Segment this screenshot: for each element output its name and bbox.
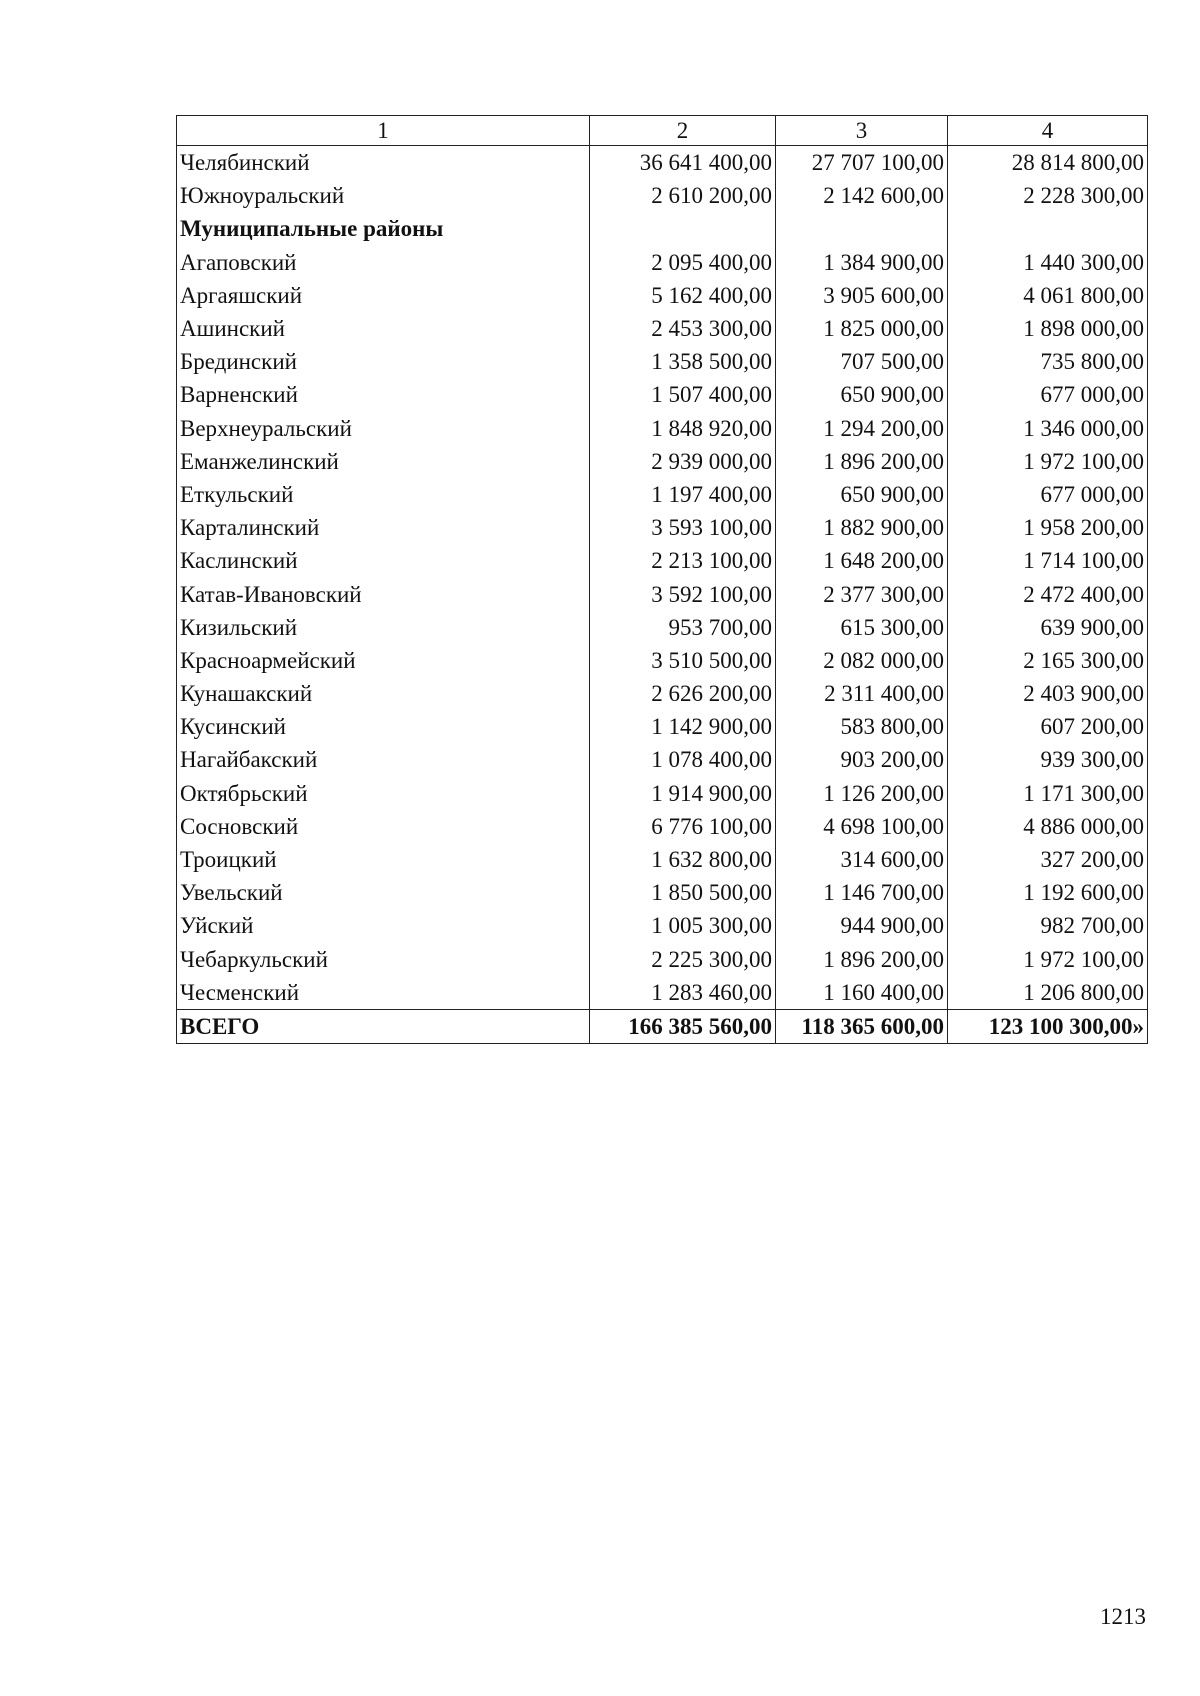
- budget-table: [176, 115, 1148, 1044]
- table-row: [177, 544, 1148, 577]
- column-4-cell: 123 100 300,00»: [948, 1009, 1148, 1043]
- column-4-cell: 607 200,00: [948, 710, 1148, 743]
- column-3-cell: 2 377 300,00: [776, 577, 948, 610]
- region-name-cell: Катав-Ивановский: [177, 577, 590, 610]
- column-4-cell: 1 206 800,00: [948, 976, 1148, 1010]
- region-name-cell: Карталинский: [177, 511, 590, 544]
- region-name-cell: Троицкий: [177, 843, 590, 876]
- column-2-cell: 36 641 400,00: [590, 146, 776, 180]
- column-2-cell: 2 095 400,00: [590, 246, 776, 279]
- column-3-cell: 1 160 400,00: [776, 976, 948, 1010]
- section-header-row: [177, 212, 1148, 245]
- column-2-cell: 1 358 500,00: [590, 345, 776, 378]
- column-3-cell: 2 082 000,00: [776, 644, 948, 677]
- column-2-cell: 1 848 920,00: [590, 412, 776, 445]
- table-row: [177, 312, 1148, 345]
- column-header: 2: [590, 116, 776, 146]
- column-4-cell: 2 472 400,00: [948, 577, 1148, 610]
- column-3-cell: 1 648 200,00: [776, 544, 948, 577]
- region-name-cell: Брединский: [177, 345, 590, 378]
- column-2-cell: 166 385 560,00: [590, 1009, 776, 1043]
- region-name-cell: Нагайбакский: [177, 743, 590, 776]
- column-2-cell: 5 162 400,00: [590, 279, 776, 312]
- table-row: [177, 511, 1148, 544]
- column-3-cell: 118 365 600,00: [776, 1009, 948, 1043]
- table-header-row: [177, 116, 1148, 146]
- column-2-cell: 6 776 100,00: [590, 810, 776, 843]
- column-2-cell: 1 005 300,00: [590, 909, 776, 942]
- column-4-cell: 2 403 900,00: [948, 677, 1148, 710]
- column-3-cell: 2 311 400,00: [776, 677, 948, 710]
- region-name-cell: Агаповский: [177, 246, 590, 279]
- region-name-cell: Кизильский: [177, 611, 590, 644]
- column-3-cell: 1 896 200,00: [776, 445, 948, 478]
- table-row: [177, 976, 1148, 1010]
- table-row: [177, 710, 1148, 743]
- column-2-cell: 1 507 400,00: [590, 378, 776, 411]
- column-3-cell: 944 900,00: [776, 909, 948, 942]
- table-row: [177, 146, 1148, 180]
- column-3-cell: 4 698 100,00: [776, 810, 948, 843]
- region-name-cell: ВСЕГО: [177, 1009, 590, 1043]
- column-3-cell: 1 896 200,00: [776, 943, 948, 976]
- table-row: [177, 577, 1148, 610]
- region-name-cell: Уйский: [177, 909, 590, 942]
- column-3-cell: 615 300,00: [776, 611, 948, 644]
- column-4-cell: 1 171 300,00: [948, 777, 1148, 810]
- region-name-cell: Сосновский: [177, 810, 590, 843]
- column-3-cell: 1 126 200,00: [776, 777, 948, 810]
- column-header: 4: [948, 116, 1148, 146]
- column-2-cell: 1 914 900,00: [590, 777, 776, 810]
- column-2-cell: 2 610 200,00: [590, 179, 776, 212]
- column-header: 3: [776, 116, 948, 146]
- table-row: [177, 179, 1148, 212]
- column-4-cell: 327 200,00: [948, 843, 1148, 876]
- table-row: [177, 412, 1148, 445]
- column-3-cell: 1 294 200,00: [776, 412, 948, 445]
- column-2-cell: 1 197 400,00: [590, 478, 776, 511]
- table-row: [177, 777, 1148, 810]
- page-number: 1213: [1100, 1604, 1146, 1629]
- table-row: [177, 345, 1148, 378]
- region-name-cell: Красноармейский: [177, 644, 590, 677]
- column-4-cell: 2 228 300,00: [948, 179, 1148, 212]
- column-4-cell: 1 972 100,00: [948, 943, 1148, 976]
- column-2-cell: 3 593 100,00: [590, 511, 776, 544]
- column-2-cell: 2 453 300,00: [590, 312, 776, 345]
- column-2-cell: 2 213 100,00: [590, 544, 776, 577]
- table-body: [177, 116, 1148, 1044]
- region-name-cell: Увельский: [177, 876, 590, 909]
- region-name-cell: Муниципальные районы: [177, 212, 590, 245]
- column-3-cell: 3 905 600,00: [776, 279, 948, 312]
- column-4-cell: 639 900,00: [948, 611, 1148, 644]
- column-4-cell: 1 972 100,00: [948, 445, 1148, 478]
- table-row: [177, 279, 1148, 312]
- column-4-cell: 1 714 100,00: [948, 544, 1148, 577]
- column-3-cell: 1 825 000,00: [776, 312, 948, 345]
- column-2-cell: 1 632 800,00: [590, 843, 776, 876]
- column-4-cell: 28 814 800,00: [948, 146, 1148, 180]
- column-3-cell: 1 146 700,00: [776, 876, 948, 909]
- table-row: [177, 644, 1148, 677]
- column-4-cell: 2 165 300,00: [948, 644, 1148, 677]
- column-4-cell: 677 000,00: [948, 478, 1148, 511]
- column-2-cell: 2 225 300,00: [590, 943, 776, 976]
- column-4-cell: [948, 212, 1148, 245]
- table-row: [177, 677, 1148, 710]
- table-row: [177, 843, 1148, 876]
- column-4-cell: 982 700,00: [948, 909, 1148, 942]
- column-3-cell: [776, 212, 948, 245]
- column-3-cell: 650 900,00: [776, 478, 948, 511]
- region-name-cell: Верхнеуральский: [177, 412, 590, 445]
- column-2-cell: 3 510 500,00: [590, 644, 776, 677]
- table-row: [177, 478, 1148, 511]
- column-2-cell: 1 142 900,00: [590, 710, 776, 743]
- column-2-cell: 1 078 400,00: [590, 743, 776, 776]
- region-name-cell: Кунашакский: [177, 677, 590, 710]
- region-name-cell: Каслинский: [177, 544, 590, 577]
- column-3-cell: 1 384 900,00: [776, 246, 948, 279]
- column-3-cell: 650 900,00: [776, 378, 948, 411]
- column-2-cell: 1 283 460,00: [590, 976, 776, 1010]
- column-3-cell: 903 200,00: [776, 743, 948, 776]
- column-2-cell: 953 700,00: [590, 611, 776, 644]
- column-4-cell: 939 300,00: [948, 743, 1148, 776]
- table-row: [177, 743, 1148, 776]
- table-row: [177, 909, 1148, 942]
- region-name-cell: Октябрьский: [177, 777, 590, 810]
- total-row: [177, 1009, 1148, 1043]
- column-2-cell: 2 939 000,00: [590, 445, 776, 478]
- region-name-cell: Ашинский: [177, 312, 590, 345]
- column-3-cell: 27 707 100,00: [776, 146, 948, 180]
- table-row: [177, 445, 1148, 478]
- region-name-cell: Еткульский: [177, 478, 590, 511]
- column-4-cell: 4 061 800,00: [948, 279, 1148, 312]
- table-row: [177, 246, 1148, 279]
- column-3-cell: 2 142 600,00: [776, 179, 948, 212]
- column-4-cell: 677 000,00: [948, 378, 1148, 411]
- column-4-cell: 4 886 000,00: [948, 810, 1148, 843]
- region-name-cell: Челябинский: [177, 146, 590, 180]
- region-name-cell: Кусинский: [177, 710, 590, 743]
- column-4-cell: 735 800,00: [948, 345, 1148, 378]
- region-name-cell: Еманжелинский: [177, 445, 590, 478]
- column-3-cell: 314 600,00: [776, 843, 948, 876]
- table-row: [177, 876, 1148, 909]
- column-3-cell: 1 882 900,00: [776, 511, 948, 544]
- column-4-cell: 1 346 000,00: [948, 412, 1148, 445]
- region-name-cell: Чебаркульский: [177, 943, 590, 976]
- table-row: [177, 810, 1148, 843]
- table-row: [177, 378, 1148, 411]
- column-3-cell: 707 500,00: [776, 345, 948, 378]
- column-2-cell: 2 626 200,00: [590, 677, 776, 710]
- column-2-cell: 1 850 500,00: [590, 876, 776, 909]
- column-2-cell: 3 592 100,00: [590, 577, 776, 610]
- region-name-cell: Аргаяшский: [177, 279, 590, 312]
- column-4-cell: 1 958 200,00: [948, 511, 1148, 544]
- column-2-cell: [590, 212, 776, 245]
- table-row: [177, 943, 1148, 976]
- column-4-cell: 1 440 300,00: [948, 246, 1148, 279]
- column-3-cell: 583 800,00: [776, 710, 948, 743]
- table-row: [177, 611, 1148, 644]
- region-name-cell: Южноуральский: [177, 179, 590, 212]
- region-name-cell: Чесменский: [177, 976, 590, 1010]
- column-4-cell: 1 898 000,00: [948, 312, 1148, 345]
- region-name-cell: Варненский: [177, 378, 590, 411]
- column-header: 1: [177, 116, 590, 146]
- column-4-cell: 1 192 600,00: [948, 876, 1148, 909]
